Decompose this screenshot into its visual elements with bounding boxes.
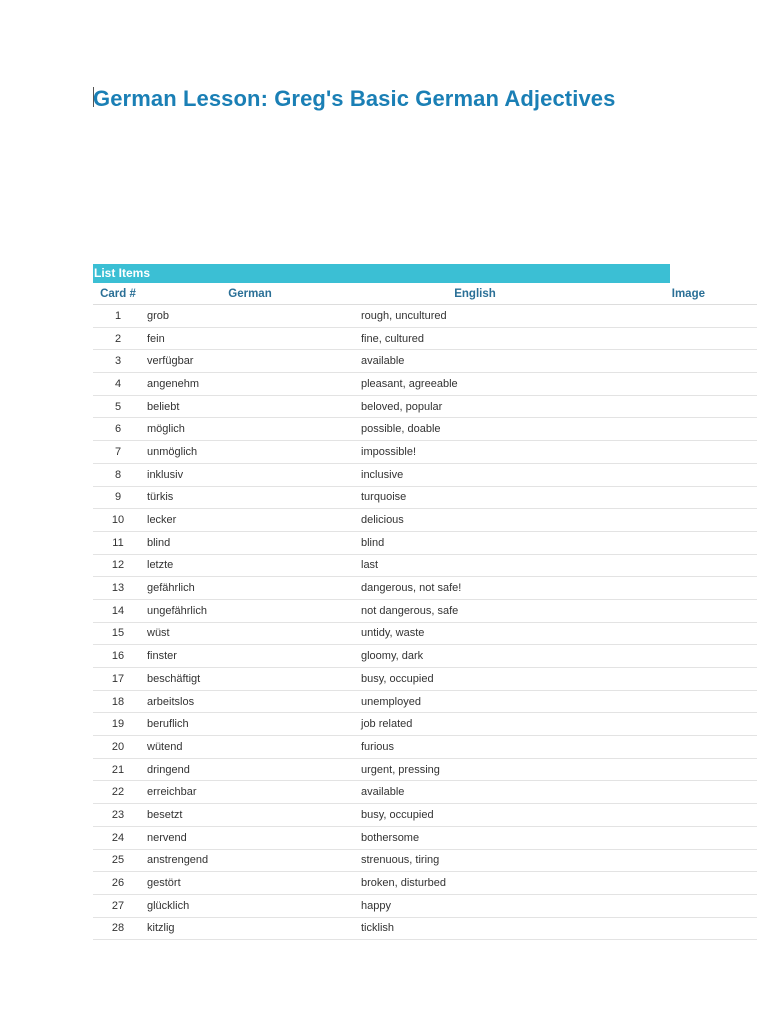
card-number-cell: 17 bbox=[93, 668, 143, 691]
table-body bbox=[93, 305, 757, 940]
english-translation-cell: busy, occupied bbox=[357, 804, 593, 827]
column-header-image: Image bbox=[593, 283, 757, 305]
german-word-cell: ungefährlich bbox=[143, 599, 357, 622]
english-translation-cell: not dangerous, safe bbox=[357, 599, 593, 622]
card-number-cell: 13 bbox=[93, 577, 143, 600]
table-row bbox=[93, 554, 757, 577]
table-row bbox=[93, 463, 757, 486]
list-items-header: List Items bbox=[93, 264, 670, 283]
card-number-cell: 26 bbox=[93, 872, 143, 895]
german-word-cell: finster bbox=[143, 645, 357, 668]
german-word-cell: fein bbox=[143, 327, 357, 350]
image-cell bbox=[593, 441, 757, 464]
card-number-cell: 10 bbox=[93, 509, 143, 532]
card-number-cell: 28 bbox=[93, 917, 143, 940]
table-row bbox=[93, 441, 757, 464]
card-number-cell: 22 bbox=[93, 781, 143, 804]
german-word-cell: wütend bbox=[143, 736, 357, 759]
card-number-cell: 25 bbox=[93, 849, 143, 872]
card-number-cell: 18 bbox=[93, 690, 143, 713]
column-header-german: German bbox=[143, 283, 357, 305]
table-row bbox=[93, 327, 757, 350]
image-cell bbox=[593, 736, 757, 759]
image-cell bbox=[593, 305, 757, 328]
table-row bbox=[93, 690, 757, 713]
english-translation-cell: ticklish bbox=[357, 917, 593, 940]
english-translation-cell: furious bbox=[357, 736, 593, 759]
english-translation-cell: pleasant, agreeable bbox=[357, 373, 593, 396]
german-word-cell: wüst bbox=[143, 622, 357, 645]
table-row bbox=[93, 894, 757, 917]
german-word-cell: letzte bbox=[143, 554, 357, 577]
image-cell bbox=[593, 758, 757, 781]
english-translation-cell: possible, doable bbox=[357, 418, 593, 441]
german-word-cell: dringend bbox=[143, 758, 357, 781]
image-cell bbox=[593, 645, 757, 668]
card-number-cell: 15 bbox=[93, 622, 143, 645]
table-row bbox=[93, 305, 757, 328]
german-word-cell: kitzlig bbox=[143, 917, 357, 940]
english-translation-cell: beloved, popular bbox=[357, 395, 593, 418]
table-header-row bbox=[93, 283, 757, 305]
german-word-cell: blind bbox=[143, 531, 357, 554]
german-word-cell: beruflich bbox=[143, 713, 357, 736]
german-word-cell: gestört bbox=[143, 872, 357, 895]
german-word-cell: beschäftigt bbox=[143, 668, 357, 691]
english-translation-cell: impossible! bbox=[357, 441, 593, 464]
german-word-cell: unmöglich bbox=[143, 441, 357, 464]
image-cell bbox=[593, 373, 757, 396]
card-number-cell: 3 bbox=[93, 350, 143, 373]
card-number-cell: 8 bbox=[93, 463, 143, 486]
table-row bbox=[93, 826, 757, 849]
card-number-cell: 6 bbox=[93, 418, 143, 441]
table-row bbox=[93, 849, 757, 872]
german-word-cell: angenehm bbox=[143, 373, 357, 396]
table-row bbox=[93, 668, 757, 691]
card-number-cell: 11 bbox=[93, 531, 143, 554]
table-row bbox=[93, 509, 757, 532]
list-items-table bbox=[93, 283, 757, 940]
card-number-cell: 21 bbox=[93, 758, 143, 781]
image-cell bbox=[593, 395, 757, 418]
german-word-cell: glücklich bbox=[143, 894, 357, 917]
image-cell bbox=[593, 872, 757, 895]
english-translation-cell: rough, uncultured bbox=[357, 305, 593, 328]
card-number-cell: 14 bbox=[93, 599, 143, 622]
image-cell bbox=[593, 554, 757, 577]
image-cell bbox=[593, 486, 757, 509]
table-row bbox=[93, 872, 757, 895]
image-cell bbox=[593, 509, 757, 532]
table-row bbox=[93, 758, 757, 781]
card-number-cell: 5 bbox=[93, 395, 143, 418]
german-word-cell: arbeitslos bbox=[143, 690, 357, 713]
image-cell bbox=[593, 350, 757, 373]
table-row bbox=[93, 645, 757, 668]
table-row bbox=[93, 622, 757, 645]
card-number-cell: 7 bbox=[93, 441, 143, 464]
card-number-cell: 24 bbox=[93, 826, 143, 849]
column-header-english: English bbox=[357, 283, 593, 305]
image-cell bbox=[593, 418, 757, 441]
image-cell bbox=[593, 531, 757, 554]
table-row bbox=[93, 418, 757, 441]
image-cell bbox=[593, 917, 757, 940]
table-row bbox=[93, 736, 757, 759]
image-cell bbox=[593, 804, 757, 827]
page-title: German Lesson: Greg's Basic German Adjectives bbox=[93, 86, 616, 111]
card-number-cell: 27 bbox=[93, 894, 143, 917]
table-row bbox=[93, 373, 757, 396]
german-word-cell: erreichbar bbox=[143, 781, 357, 804]
table-row bbox=[93, 804, 757, 827]
card-number-cell: 1 bbox=[93, 305, 143, 328]
table-row bbox=[93, 395, 757, 418]
english-translation-cell: gloomy, dark bbox=[357, 645, 593, 668]
column-header-card: Card # bbox=[93, 283, 143, 305]
english-translation-cell: untidy, waste bbox=[357, 622, 593, 645]
german-word-cell: besetzt bbox=[143, 804, 357, 827]
card-number-cell: 19 bbox=[93, 713, 143, 736]
english-translation-cell: dangerous, not safe! bbox=[357, 577, 593, 600]
english-translation-cell: happy bbox=[357, 894, 593, 917]
card-number-cell: 9 bbox=[93, 486, 143, 509]
english-translation-cell: available bbox=[357, 350, 593, 373]
german-word-cell: anstrengend bbox=[143, 849, 357, 872]
english-translation-cell: last bbox=[357, 554, 593, 577]
english-translation-cell: blind bbox=[357, 531, 593, 554]
image-cell bbox=[593, 894, 757, 917]
german-word-cell: türkis bbox=[143, 486, 357, 509]
card-number-cell: 2 bbox=[93, 327, 143, 350]
card-number-cell: 23 bbox=[93, 804, 143, 827]
card-number-cell: 16 bbox=[93, 645, 143, 668]
image-cell bbox=[593, 463, 757, 486]
table-row bbox=[93, 350, 757, 373]
german-word-cell: lecker bbox=[143, 509, 357, 532]
image-cell bbox=[593, 690, 757, 713]
german-word-cell: verfügbar bbox=[143, 350, 357, 373]
table-row bbox=[93, 486, 757, 509]
table-row bbox=[93, 577, 757, 600]
english-translation-cell: inclusive bbox=[357, 463, 593, 486]
english-translation-cell: delicious bbox=[357, 509, 593, 532]
german-word-cell: gefährlich bbox=[143, 577, 357, 600]
table-row bbox=[93, 599, 757, 622]
table-row bbox=[93, 781, 757, 804]
table-row bbox=[93, 713, 757, 736]
card-number-cell: 20 bbox=[93, 736, 143, 759]
image-cell bbox=[593, 826, 757, 849]
german-word-cell: inklusiv bbox=[143, 463, 357, 486]
english-translation-cell: available bbox=[357, 781, 593, 804]
english-translation-cell: broken, disturbed bbox=[357, 872, 593, 895]
image-cell bbox=[593, 713, 757, 736]
table-row bbox=[93, 917, 757, 940]
german-word-cell: möglich bbox=[143, 418, 357, 441]
english-translation-cell: urgent, pressing bbox=[357, 758, 593, 781]
english-translation-cell: unemployed bbox=[357, 690, 593, 713]
image-cell bbox=[593, 622, 757, 645]
english-translation-cell: busy, occupied bbox=[357, 668, 593, 691]
card-number-cell: 12 bbox=[93, 554, 143, 577]
german-word-cell: grob bbox=[143, 305, 357, 328]
image-cell bbox=[593, 849, 757, 872]
image-cell bbox=[593, 599, 757, 622]
image-cell bbox=[593, 327, 757, 350]
english-translation-cell: fine, cultured bbox=[357, 327, 593, 350]
list-items-section bbox=[93, 264, 705, 940]
english-translation-cell: job related bbox=[357, 713, 593, 736]
english-translation-cell: strenuous, tiring bbox=[357, 849, 593, 872]
table-row bbox=[93, 531, 757, 554]
image-cell bbox=[593, 668, 757, 691]
card-number-cell: 4 bbox=[93, 373, 143, 396]
english-translation-cell: bothersome bbox=[357, 826, 593, 849]
german-word-cell: beliebt bbox=[143, 395, 357, 418]
image-cell bbox=[593, 577, 757, 600]
image-cell bbox=[593, 781, 757, 804]
english-translation-cell: turquoise bbox=[357, 486, 593, 509]
german-word-cell: nervend bbox=[143, 826, 357, 849]
